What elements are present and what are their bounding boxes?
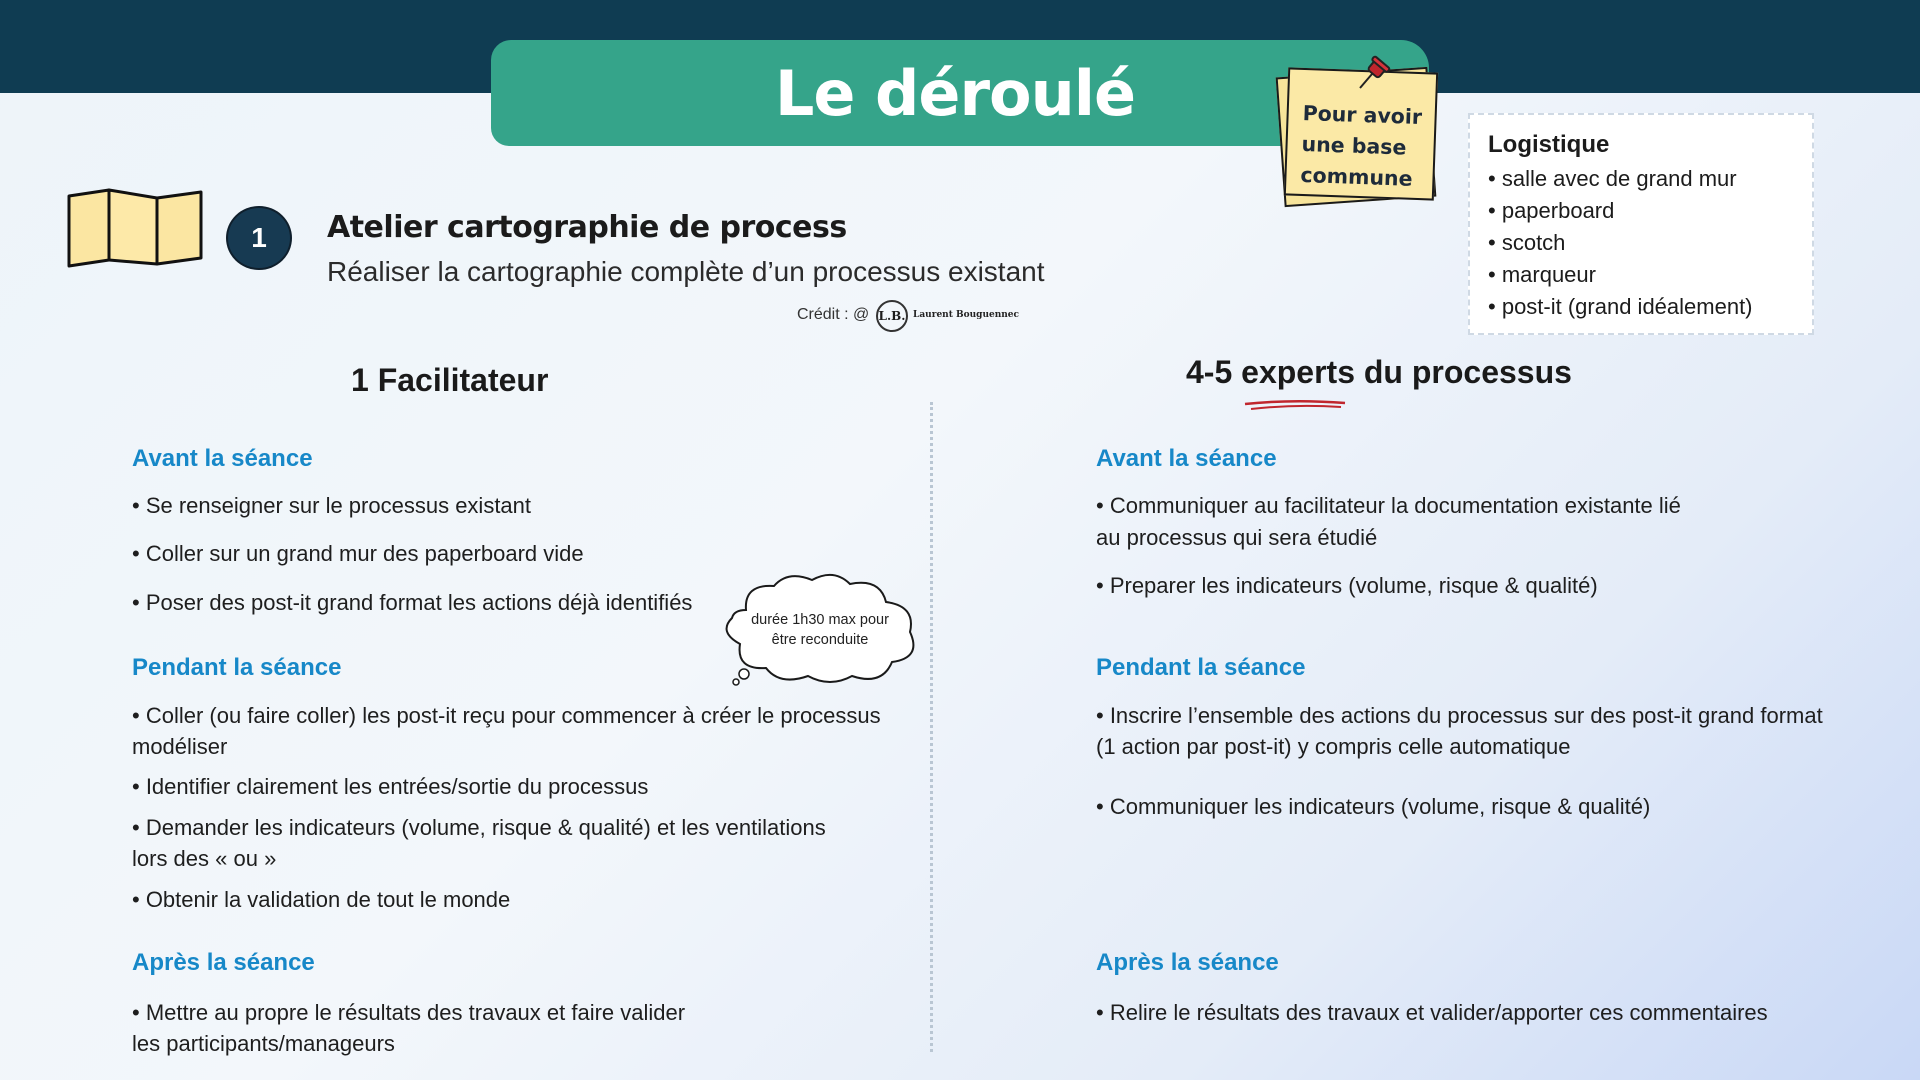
right-avant-title: Avant la séance [1096,445,1277,472]
column-divider [930,402,933,1052]
list-item: lors des « ou » [132,846,277,871]
list-item: modéliser [132,734,228,759]
hand-underline [1243,398,1347,412]
list-item: • Communiquer au facilitateur la documentation existante lié [1096,493,1681,518]
list-item: • Poser des post-it grand format les actions déjà identifiés [132,590,693,615]
list-item: (1 action par post-it) y compris celle automatique [1096,734,1571,759]
logistics-item: • post-it (grand idéalement) [1488,291,1794,323]
logistics-list [1488,163,1794,323]
list-item: • Mettre au propre le résultats des travaux et faire valider [132,1000,686,1025]
sticky-line: une base [1301,131,1407,160]
author-logo: L.B. [876,300,908,332]
list-item: • Identifier clairement les entrées/sortie du processus [132,774,649,799]
credit-label: Crédit : @ [797,306,870,323]
folded-map-icon [65,186,205,268]
list-item: • Obtenir la validation de tout le monde [132,887,511,912]
page-title: Le déroulé [774,56,1136,130]
list-item: • Coller sur un grand mur des paperboard vide [132,541,584,566]
author-name: Laurent Bouguennec [913,310,1020,320]
sticky-line: commune [1300,162,1413,191]
list-item: au processus qui sera étudié [1096,525,1378,550]
cloud-line: durée 1h30 max pour [751,612,889,628]
right-apres-title: Après la séance [1096,949,1279,976]
left-avant-title: Avant la séance [132,445,313,472]
right-pendant-title: Pendant la séance [1096,654,1306,681]
step-number-badge: 1 [228,208,290,268]
logistics-box [1468,113,1814,335]
list-item: • Relire le résultats des travaux et valider/apporter ces commentaires [1096,1000,1768,1025]
list-item: • Preparer les indicateurs (volume, risque & qualité) [1096,573,1598,598]
sticky-line: Pour avoir [1302,100,1423,130]
logistics-item: • paperboard [1488,195,1794,227]
logistics-item: • marqueur [1488,259,1794,291]
logistics-item: • scotch [1488,227,1794,259]
list-item: • Demander les indicateurs (volume, risque & qualité) et les ventilations [132,815,826,840]
logistics-title: Logistique [1488,131,1610,158]
pushpin-icon [1352,54,1392,94]
left-apres-title: Après la séance [132,949,315,976]
workshop-subtitle: Réaliser la cartographie complète d’un processus existant [327,256,1045,287]
experts-heading: 4-5 experts du processus [1186,354,1572,390]
cloud-note [740,610,900,650]
list-item: • Inscrire l’ensemble des actions du processus sur des post-it grand format [1096,703,1823,728]
left-pendant-title: Pendant la séance [132,654,342,681]
facilitator-heading: 1 Facilitateur [351,362,549,398]
list-item: les participants/manageurs [132,1031,395,1056]
list-item: • Coller (ou faire coller) les post-it reçu pour commencer à créer le processus [132,703,881,728]
list-item: • Se renseigner sur le processus existant [132,493,532,518]
cloud-line: être reconduite [771,632,869,648]
list-item: • Communiquer les indicateurs (volume, risque & qualité) [1096,794,1651,819]
logistics-item: • salle avec de grand mur [1488,163,1794,195]
workshop-title: Atelier cartographie de process [327,210,847,245]
